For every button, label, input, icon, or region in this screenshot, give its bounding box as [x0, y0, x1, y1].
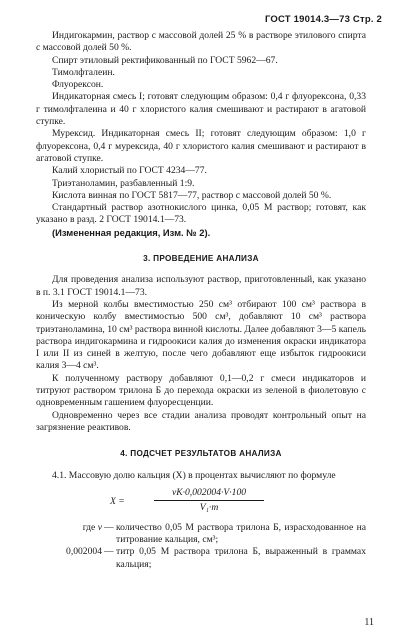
header-standard: ГОСТ 19014.3—73 [264, 14, 351, 25]
legend-dash: — [104, 546, 114, 558]
paragraph: Спирт этиловый ректификованный по ГОСТ 5962—67. [52, 54, 278, 66]
formula-denominator: V₁·m [199, 501, 219, 513]
legend-symbol: 0,002004 [66, 546, 102, 558]
paragraph: Из мерной колбы вместимостью 250 см³ отбирают 100 см³ раствора в коническую колбу вместимостью 500 см³, добавляют 10 см³ раствора триэтаноламина, 10 см³ раствора винной кислоты. Далее добавляют 3—5 капель раствора индигокармина и гидроокиси калия до изменения окраски индикатора I или II из синей в желтую, после чего добавляют еще избыток гидроокиси калия 3—4 см³. [36, 298, 366, 372]
legend-term [36, 522, 102, 547]
page-header [265, 14, 382, 25]
formula-numerator: vK·0,002004·V·100 [171, 486, 247, 498]
fraction-bar [154, 500, 264, 501]
paragraph: Мурексид. Индикаторная смесь II; готовят следующим образом: 1,0 г флуорексона, 0,4 г мурексида, 40 г хлористого калия смешивают и растирают в агатовой ступке. [36, 128, 366, 164]
paragraph: Для проведения анализа используют раствор, приготовленный, как указано в п. 3.1 ГОСТ 19014.1—73. [36, 274, 366, 298]
paragraph: Одновременно через все стадии анализа проводят контрольный опыт на загрязнение реактивов. [36, 409, 366, 433]
paragraph: Стандартный раствор азотнокислого цинка, 0,05 М раствор; готовят, как указано в разд. 2 ГОСТ 19014.1—73. [36, 202, 366, 226]
section-3-title: 3. ПРОВЕДЕНИЕ АНАЛИЗА [143, 254, 259, 264]
formula [36, 486, 366, 520]
section-4-title: 4. ПОДСЧЕТ РЕЗУЛЬТАТОВ АНАЛИЗА [120, 449, 282, 459]
legend-symbol: v [97, 521, 102, 533]
paragraph: К полученному раствору добавляют 0,1—0,2 г смеси индикаторов и титруют раствором трилона Б до перехода окраски из зеленой в фиолетовую с одновременным гашением флуоресценции. [36, 372, 366, 409]
page-number: 11 [364, 617, 374, 628]
paragraph: Флуорексон. [52, 79, 104, 91]
paragraph: Индикаторная смесь I; готовят следующим образом: 0,4 г флуорексона, 0,33 г тимолфталеина и 40 г хлористого калия смешивают и растирают в агатовой ступке. [36, 91, 366, 128]
header-page-label: Стр. 2 [352, 14, 382, 25]
formula-legend [36, 522, 366, 571]
legend-dash: — [104, 521, 114, 533]
revision-note: (Измененная редакция, Изм. № 2). [52, 226, 211, 238]
paragraph: Триэтаноламин, разбавленный 1:9. [52, 177, 195, 189]
paragraph: Тимолфталеин. [52, 66, 115, 78]
paragraph: 4.1. Массовую долю кальция (X) в процентах вычисляют по формуле [52, 469, 336, 481]
legend-text: количество 0,05 М раствора трилона Б, израсходованное на титрование кальция, см³; [116, 521, 366, 546]
paragraph: Индигокармин, раствор с массовой долей 25 % в растворе этилового спирта с массовой долей 50 %. [36, 30, 366, 54]
legend-text: титр 0,05 М раствора трилона Б, выраженный в граммах кальция; [116, 546, 366, 570]
paragraph: Калий хлористый по ГОСТ 4234—77. [52, 165, 207, 177]
paragraph: Кислота винная по ГОСТ 5817—77, раствор с массовой долей 50 %. [52, 189, 332, 201]
legend-term [36, 546, 102, 571]
formula-lhs: X = [110, 495, 125, 507]
legend-lead: где [82, 521, 96, 533]
document-body [36, 30, 366, 571]
